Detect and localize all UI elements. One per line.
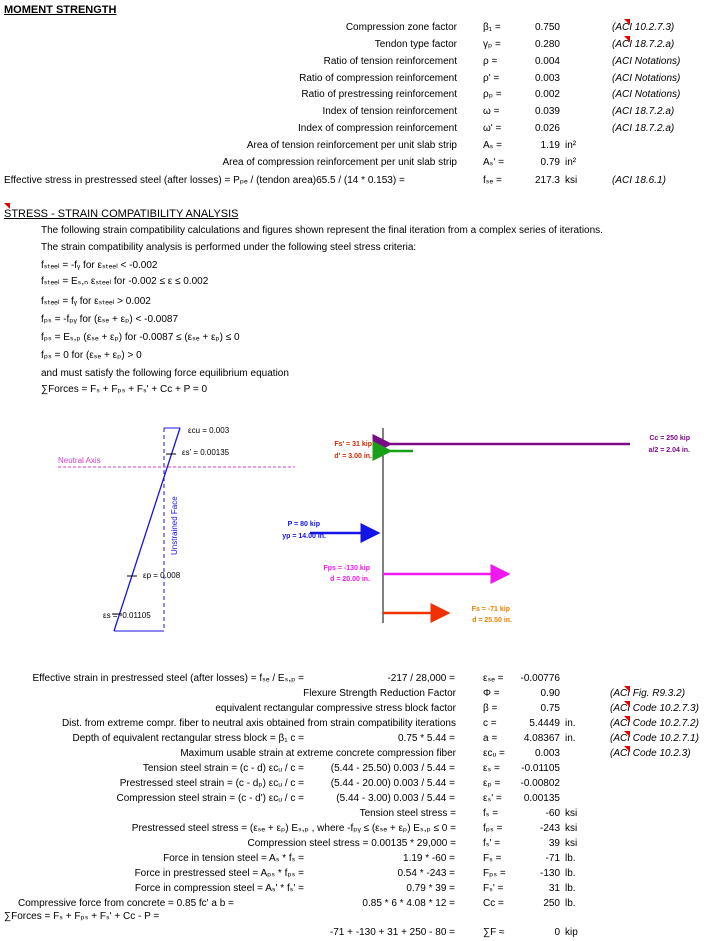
result-row-symbol: εₛₑ = — [483, 673, 504, 684]
moment-row-symbol: ρ' = — [483, 73, 500, 84]
moment-row-value: 0.039 — [534, 106, 560, 117]
result-row-unit: ksi — [565, 823, 578, 834]
result-row-label: equivalent rectangular compressive stress block factor — [215, 703, 456, 714]
result-row-unit: in. — [565, 733, 576, 744]
moment-row-symbol: ω = — [483, 106, 500, 117]
criteria-line-6: fₚₛ = 0 for (εₛₑ + εₚ) > 0 — [41, 350, 142, 361]
es-prime-label: εs' = 0.00135 — [182, 448, 230, 457]
result-row-symbol: εᴄᵤ = — [483, 748, 505, 759]
moment-row-value: 0.280 — [534, 39, 560, 50]
comment-marker[interactable] — [624, 716, 630, 722]
result-row-value: 250 — [543, 898, 560, 909]
result-row-unit: in. — [565, 718, 576, 729]
result-row-unit: ksi — [565, 838, 578, 849]
result-row-label: Force in compression steel = Aₛ' * fₛ' = — [134, 883, 304, 894]
result-row-calc: 0.85 * 6 * 4.08 * 12 = — [362, 898, 455, 909]
ds-label: d = 25.50 in. — [472, 617, 512, 624]
result-row-calc: (5.44 - 25.50) 0.003 / 5.44 = — [330, 763, 455, 774]
result-row-calc: 0.54 * -243 = — [397, 868, 455, 879]
result-row-unit: lb. — [565, 883, 576, 894]
moment-row-label: Compression zone factor — [345, 22, 457, 33]
result-row-label: Tension steel stress = — [359, 808, 456, 819]
equilibrium-equation: ∑Forces = Fₛ + Fₚₛ + Fₛ' + Cᴄ + P = 0 — [41, 384, 208, 395]
comment-marker[interactable] — [624, 686, 630, 692]
comment-marker[interactable] — [624, 36, 630, 42]
result-row-unit: lb. — [565, 898, 576, 909]
moment-row-reference: (ACI Notations) — [612, 73, 681, 84]
moment-row-reference: (ACI 10.2.7.3) — [612, 22, 675, 33]
fs-label: Fs = -71 kip — [471, 606, 510, 613]
result-row-value: -0.00776 — [520, 673, 560, 684]
result-row-value: -243 — [539, 823, 560, 834]
moment-row-label: Area of tension reinforcement per unit slab strip — [246, 140, 457, 151]
result-row-unit: lb. — [565, 868, 576, 879]
moment-row-reference: (ACI 18.7.2.a) — [612, 106, 675, 117]
cc-label: Cc = 250 kip — [649, 435, 690, 442]
fs-prime-label: Fs' = 31 kip — [334, 441, 372, 448]
result-row-value: 0.00135 — [523, 793, 560, 804]
result-row-value: -130 — [539, 868, 560, 879]
criteria-line-3: fₛₜₑₑₗ = fᵧ for εₛₜₑₑₗ > 0.002 — [41, 296, 151, 307]
moment-row-label: Ratio of compression reinforcement — [299, 73, 457, 84]
result-row-symbol: εₚ = — [483, 778, 501, 789]
criteria-line-5: fₚₛ = Eₛ,ₚ (εₛₑ + εₚ) for -0.0087 ≤ (εₛₑ + εₚ) ≤ 0 — [41, 332, 240, 343]
result-row-calc: (5.44 - 3.00) 0.003 / 5.44 = — [336, 793, 455, 804]
result-row-calc: 0.79 * 39 = — [406, 883, 455, 894]
result-row-label: Effective strain in prestressed steel (after losses) = fₛₑ / Eₛ,ₚ = — [32, 673, 304, 684]
moment-row-symbol: β₁ = — [483, 22, 501, 33]
d-prime-label: d' = 3.00 in. — [334, 453, 372, 460]
result-row-label: Tension steel strain = (c - d) εᴄᵤ / c = — [142, 763, 304, 774]
moment-row-label: Ratio of prestressing reinforcement — [301, 89, 457, 100]
result-row-label: Force in prestressed steel = Aₚₛ * fₚₛ = — [134, 868, 304, 879]
comment-marker[interactable] — [624, 731, 630, 737]
result-row-label: Force in tension steel = Aₛ * fₛ = — [163, 853, 304, 864]
result-row-symbol: Φ = — [483, 688, 500, 699]
moment-row-symbol: Aₛ' = — [483, 157, 504, 168]
moment-row-label: Ratio of tension reinforcement — [323, 56, 457, 67]
es-label: εs = -0.01105 — [103, 611, 151, 620]
result-row-label: Flexure Strength Reduction Factor — [303, 688, 456, 699]
sum-symbol: ∑F ≈ — [483, 927, 505, 938]
moment-row-label: Tendon type factor — [374, 39, 457, 50]
result-row-calc: 0.75 * 5.44 = — [398, 733, 455, 744]
result-row-symbol: Fₛ = — [483, 853, 502, 864]
result-row-reference: (ACI Code 10.2.7.1) — [610, 733, 699, 744]
moment-row-value: 0.79 — [540, 157, 560, 168]
moment-row-reference: (ACI Notations) — [612, 56, 681, 67]
strain-force-diagram — [0, 420, 715, 640]
sum-calc: -71 + -130 + 31 + 250 - 80 = — [329, 927, 455, 938]
result-row-calc: 1.19 * -60 = — [403, 853, 455, 864]
moment-row-label: Area of compression reinforcement per unit slab strip — [222, 157, 457, 168]
result-row-value: -0.00802 — [520, 778, 560, 789]
result-row-unit: ksi — [565, 808, 578, 819]
criteria-line-4: fₚₛ = -fₚᵧ for (εₛₑ + εₚ) < -0.0087 — [41, 314, 179, 325]
result-row-symbol: εₛ' = — [483, 793, 502, 804]
moment-row-value: 0.002 — [534, 89, 560, 100]
moment-row-value: 0.026 — [534, 123, 560, 134]
result-row-value: 0.75 — [540, 703, 560, 714]
unstrained-face-label: Unstrained Face — [170, 496, 179, 555]
result-row-value: 39 — [548, 838, 560, 849]
comment-marker[interactable] — [624, 746, 630, 752]
moment-row-symbol: Aₛ = — [483, 140, 503, 151]
result-row-symbol: εₛ = — [483, 763, 500, 774]
moment-row-reference: (ACI 18.7.2.a) — [612, 39, 675, 50]
d-label: d = 20.00 in. — [330, 576, 370, 583]
result-row-value: 31 — [548, 883, 560, 894]
sum-equation: ∑Forces = Fₛ + Fₚₛ + Fₛ' + Cᴄ - P = — [4, 911, 160, 922]
moment-row-symbol: ω' = — [483, 123, 502, 134]
intro-line-1: The following strain compatibility calculations and figures shown represent the final iteration from a complex series of iterations. — [41, 225, 603, 236]
moment-row-value: 0.003 — [534, 73, 560, 84]
result-row-label: Compressive force from concrete = 0.85 fᴄ' a b = — [18, 898, 234, 909]
result-row-symbol: c = — [483, 718, 497, 729]
result-row-symbol: Cᴄ = — [483, 898, 504, 909]
result-row-symbol: fₚₛ = — [483, 823, 503, 834]
section-title-strain-compatibility: STRESS - STRAIN COMPATIBILITY ANALYSIS — [4, 208, 239, 220]
result-row-symbol: Fₛ' = — [483, 883, 504, 894]
p-label: P = 80 kip — [287, 521, 320, 528]
a2-label: a/2 = 2.04 in. — [648, 447, 690, 454]
moment-row-symbol: γₚ = — [483, 39, 501, 50]
result-row-label: Prestressed steel strain = (c - dₚ) εᴄᵤ / c = — [119, 778, 304, 789]
section-title-moment-strength: MOMENT STRENGTH — [4, 4, 117, 16]
criteria-note: and must satisfy the following force equilibrium equation — [41, 368, 289, 379]
result-row-value: 0.90 — [540, 688, 560, 699]
result-row-value: -71 — [545, 853, 560, 864]
result-row-value: 0.003 — [534, 748, 560, 759]
moment-row-reference: (ACI 18.7.2.a) — [612, 123, 675, 134]
moment-row-unit: in² — [565, 140, 577, 151]
moment-row-reference: (ACI 18.6.1) — [612, 175, 666, 186]
result-row-value: 5.4449 — [529, 718, 560, 729]
result-row-reference: (ACI Code 10.2.3) — [610, 748, 691, 759]
result-row-label: Compression steel strain = (c - d') εᴄᵤ / c = — [116, 793, 304, 804]
result-row-value: -60 — [545, 808, 560, 819]
result-row-label: Maximum usable strain at extreme concrete compression fiber — [180, 748, 456, 759]
moment-row-reference: (ACI Notations) — [612, 89, 681, 100]
moment-row-value: 217.3 — [534, 175, 560, 186]
result-row-reference: (ACI Code 10.2.7.2) — [610, 718, 699, 729]
moment-row-label: Index of compression reinforcement — [298, 123, 457, 134]
moment-row-unit: ksi — [565, 175, 578, 186]
result-row-label: Prestressed steel stress = (εₛₑ + εₚ) Eₛ,ₚ , where -fₚᵧ ≤ (εₛₑ + εₚ) Eₛ,ₚ ≤ 0 = — [131, 823, 456, 834]
moment-row-symbol: ρ = — [483, 56, 498, 67]
result-row-value: 4.08367 — [523, 733, 560, 744]
result-row-calc: -217 / 28,000 = — [387, 673, 455, 684]
result-row-unit: lb. — [565, 853, 576, 864]
ecu-label: εcu = 0.003 — [188, 426, 230, 435]
moment-row-value: 0.004 — [534, 56, 560, 67]
moment-row-symbol: fₛₑ = — [483, 175, 502, 186]
intro-line-2: The strain compatibility analysis is performed under the following steel stress criteria: — [41, 242, 417, 253]
moment-row-value: 0.750 — [534, 22, 560, 33]
moment-row-symbol: ρₚ = — [483, 89, 502, 100]
moment-row-value: 1.19 — [540, 140, 560, 151]
result-row-symbol: fₛ = — [483, 808, 499, 819]
ep-label: εp = 0.008 — [143, 571, 181, 580]
result-row-reference: (ACI Code 10.2.7.3) — [610, 703, 699, 714]
result-row-label: Depth of equivalent rectangular stress block = β₁ c = — [72, 733, 304, 744]
criteria-line-1: fₛₜₑₑₗ = -fᵧ for εₛₜₑₑₗ < -0.002 — [41, 260, 158, 271]
moment-row-unit: in² — [565, 157, 577, 168]
result-row-symbol: a = — [483, 733, 498, 744]
result-row-calc: (5.44 - 20.00) 0.003 / 5.44 = — [330, 778, 455, 789]
result-row-symbol: β = — [483, 703, 498, 714]
moment-row-label: Index of tension reinforcement — [322, 106, 457, 117]
sum-value: 0 — [554, 927, 560, 938]
result-row-label: Compression steel stress = 0.00135 * 29,000 = — [247, 838, 456, 849]
result-row-symbol: Fₚₛ = — [483, 868, 506, 879]
moment-row-label: Effective stress in prestressed steel (after losses) = Pₚₑ / (tendon area)65.5 / (14 * 0.153) = — [4, 175, 405, 186]
fps-label: Fps = -130 kip — [323, 565, 370, 572]
result-row-label: Dist. from extreme compr. fiber to neutral axis obtained from strain compatibility iterations — [61, 718, 456, 729]
result-row-symbol: fₛ' = — [483, 838, 501, 849]
result-row-value: -0.01105 — [521, 763, 560, 774]
neutral-axis-label: Neutral Axis — [58, 456, 101, 465]
criteria-line-2: fₛₜₑₑₗ = Eₛ,ₙ εₛₜₑₑₗ for -0.002 ≤ ε ≤ 0.002 — [41, 276, 209, 287]
comment-marker[interactable] — [624, 701, 630, 707]
result-row-reference: (ACI Fig. R9.3.2) — [610, 688, 686, 699]
comment-marker[interactable] — [624, 19, 630, 25]
sum-unit: kip — [565, 927, 578, 938]
yp-label: yp = 14.00 in. — [282, 533, 326, 540]
